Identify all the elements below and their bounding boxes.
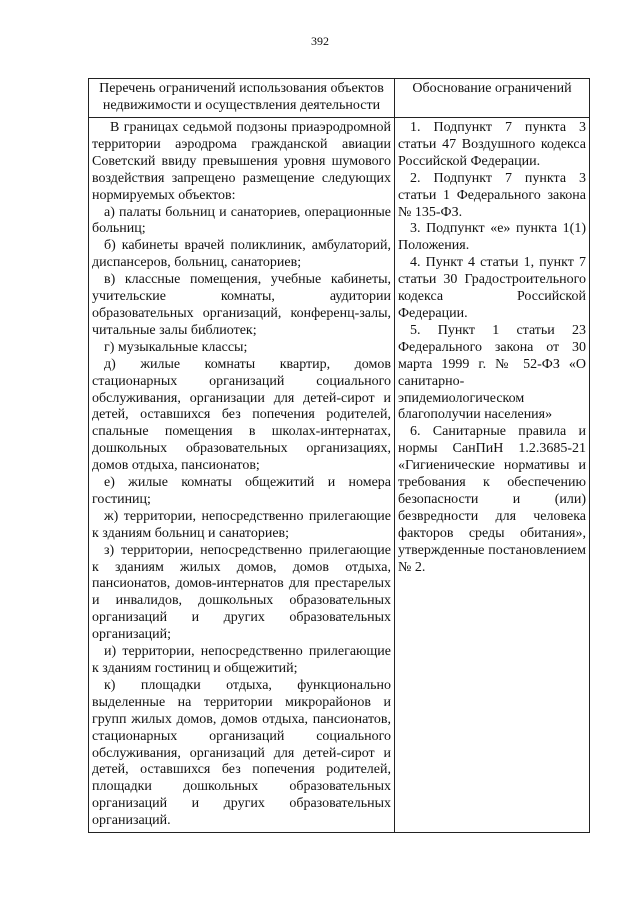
restriction-item-g: г) музыкальные классы;: [104, 339, 248, 355]
table-row: [89, 118, 590, 833]
justification-cell: [395, 118, 590, 833]
justification-item-4: 4. Пункт 4 статьи 1, пункт 7 статьи 30 Градостроительного кодекса Российской Федерации.: [398, 255, 586, 321]
restriction-item-i: и) территории, непосредственно прилегающие к зданиям гостиниц и общежитий;: [92, 644, 391, 676]
restriction-item-e: е) жилые комнаты общежитий и номера гостиниц;: [92, 475, 391, 507]
restriction-item-z: з) территории, непосредственно прилегающие к зданиям жилых домов, домов отдыха, пансионатов, домов-интернатов для престарелых и инвалидов, дошкольных образовательных организаций и других образовательных организаций;: [92, 542, 391, 643]
restriction-item-v: в) классные помещения, учебные кабинеты, учительские комнаты, аудитории образовательных организаций, конференц-залы, читальные залы библиотек;: [92, 272, 391, 338]
restrictions-table: [88, 78, 590, 833]
restriction-item-k: к) площадки отдыха, функционально выделенные на территории микрорайонов и групп жилых домов, домов отдыха, пансионатов, стационарных организаций социального обслуживания, организаций для детей-сирот и детей, оставшихся без попечения родителей, площадки дошкольных образовательных организаций и других образовательных организаций.: [92, 677, 391, 829]
restriction-item-zh: ж) территории, непосредственно прилегающие к зданиям больниц и санаториев;: [92, 508, 391, 541]
justification-item-1: 1. Подпункт 7 пункта 3 статьи 47 Воздушного кодекса Российской Федерации.: [398, 120, 586, 169]
restrictions-intro: В границах седьмой подзоны приаэродромной территории аэродрома гражданской авиации Советский ввиду превышения уровня шумового воздействия запрещено размещение следующих нормируемых объектов:: [92, 120, 391, 203]
justification-item-3: 3. Подпункт «е» пункта 1(1) Положения.: [398, 221, 586, 254]
restrictions-cell: [89, 118, 395, 833]
header-justification: Обоснование ограничений: [395, 79, 590, 118]
restriction-item-a: а) палаты больниц и санаториев, операционные больниц;: [92, 204, 391, 237]
table-header-row: [89, 79, 590, 118]
restriction-item-b: б) кабинеты врачей поликлиник, амбулаторий, диспансеров, больниц, санаториев;: [92, 238, 391, 271]
page-number: 392: [311, 34, 329, 48]
justification-item-5: 5. Пункт 1 статьи 23 Федерального закона от 30 марта 1999 г. № 52-ФЗ «О санитарно-эпидемиологическом благополучии населения»: [398, 322, 586, 423]
justification-item-6: 6. Санитарные правила и нормы СанПиН 1.2.3685-21 «Гигиенические нормативы и требования к обеспечению безопасности и (или) безвредности для человека факторов среды обитания», утвержденные постановлением № 2.: [398, 424, 586, 575]
justification-item-2: 2. Подпункт 7 пункта 3 статьи 1 Федерального закона № 135-ФЗ.: [398, 170, 586, 220]
header-restrictions: Перечень ограничений использования объектов недвижимости и осуществления деятельности: [89, 79, 395, 118]
restriction-item-d: д) жилые комнаты квартир, домов стационарных организаций социального обслуживания, организации для детей-сирот и детей, оставшихся без попечения родителей, спальные помещения в школах-интернатах, дошкольных образовательных организациях, домов отдыха, пансионатов;: [92, 356, 391, 474]
